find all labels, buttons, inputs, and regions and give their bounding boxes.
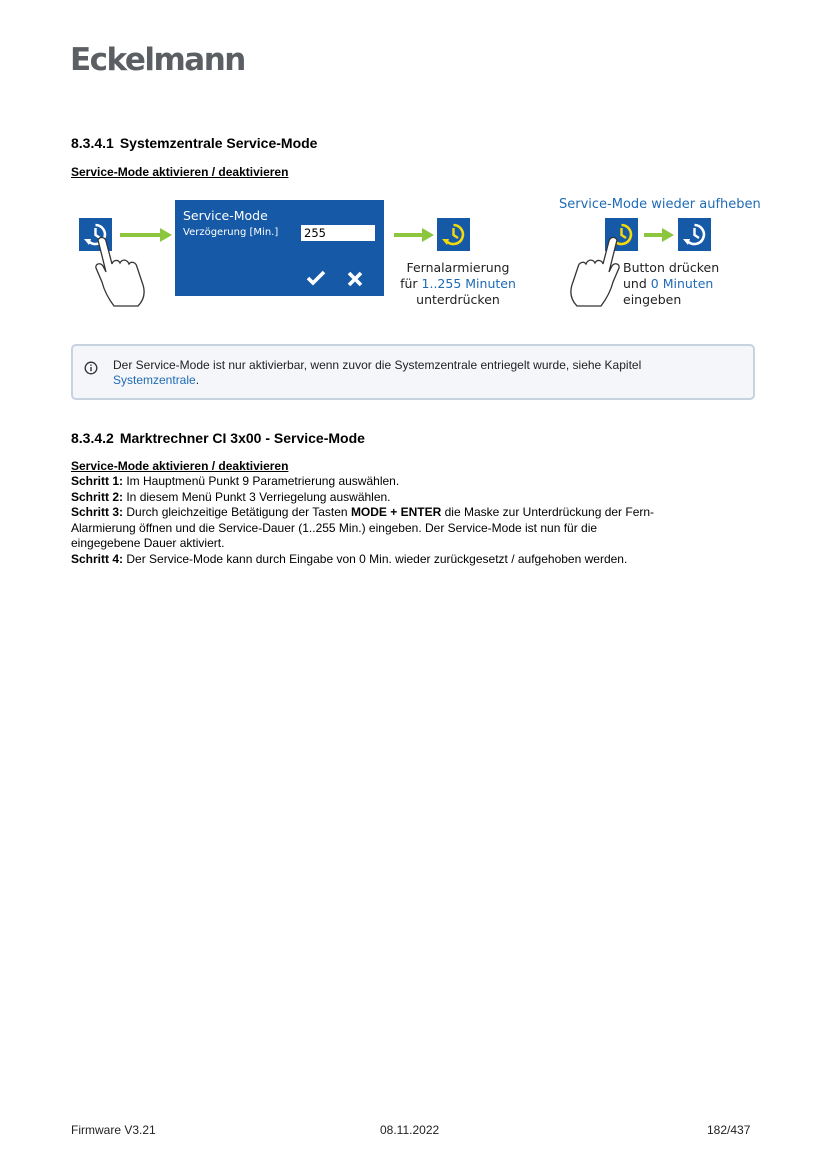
caption-cancel: Button drücken und 0 Minuten eingeben (623, 260, 720, 307)
section-number: 8.3.4.2 (71, 430, 114, 446)
info-note (71, 344, 755, 400)
step-4: Schritt 4: Der Service-Mode kann durch Eingabe von 0 Min. wieder zurückgesetzt / aufgehoben werden. (71, 551, 628, 566)
steps-list (71, 474, 761, 567)
checkmark-icon[interactable] (306, 270, 326, 286)
section-number: 8.3.4.1 (71, 135, 114, 151)
footer-firmware: Firmware V3.21 (71, 1123, 156, 1137)
info-icon (84, 361, 98, 375)
caption-cancel-title: Service-Mode wieder aufheben (559, 197, 761, 212)
step-3: Schritt 3: Durch gleichzeitige Betätigung der Tasten MODE + ENTER die Maske zur Unterdrückung der Fern- Alarmierung öffnen und die Service-Dauer (1..255 Min.) eingeben. Der Service-Mode ist nun für die eingegebene Dauer aktiviert. (71, 505, 655, 550)
note-text: Der Service-Mode ist nur aktivierbar, wenn zuvor die Systemzentrale entriegelt wurde, siehe Kapitel Systemzentrale. (113, 358, 642, 387)
service-mode-icon (678, 218, 711, 251)
section-title: Systemzentrale Service-Mode (119, 135, 318, 151)
step-2: Schritt 2: In diesem Menü Punkt 3 Verriegelung auswählen. (71, 489, 391, 504)
footer-page-number: 182/437 (707, 1123, 751, 1137)
service-mode-figure (72, 196, 762, 316)
dialog-title: Service-Mode (183, 208, 268, 223)
subheading-service-mode: Service-Mode aktivieren / deaktivieren (71, 165, 289, 179)
subheading-service-mode: Service-Mode aktivieren / deaktivieren (71, 459, 289, 473)
service-mode-active-icon (437, 218, 470, 251)
section-title: Marktrechner CI 3x00 - Service-Mode (119, 430, 365, 446)
section-heading-systemzentrale (71, 135, 317, 151)
step-1: Schritt 1: Im Hauptmenü Punkt 9 Parametrierung auswählen. (71, 474, 400, 488)
arrow-right-icon (644, 228, 674, 242)
delay-input[interactable]: 255 (301, 225, 375, 241)
caption-suppress: Fernalarmierung für 1..255 Minuten unterdrücken (400, 260, 516, 307)
close-icon[interactable] (347, 271, 363, 287)
link-systemzentrale[interactable]: Systemzentrale (113, 373, 196, 387)
section-heading-marktrechner (71, 430, 365, 446)
service-mode-dialog (175, 200, 384, 296)
arrow-right-icon (394, 228, 434, 242)
hand-pointer-icon (94, 236, 150, 308)
company-logo: Eckelmann (70, 42, 245, 78)
arrow-right-icon (120, 228, 172, 242)
hand-pointer-icon (565, 236, 621, 308)
footer-date: 08.11.2022 (380, 1123, 440, 1137)
delay-label: Verzögerung [Min.] (183, 227, 279, 238)
